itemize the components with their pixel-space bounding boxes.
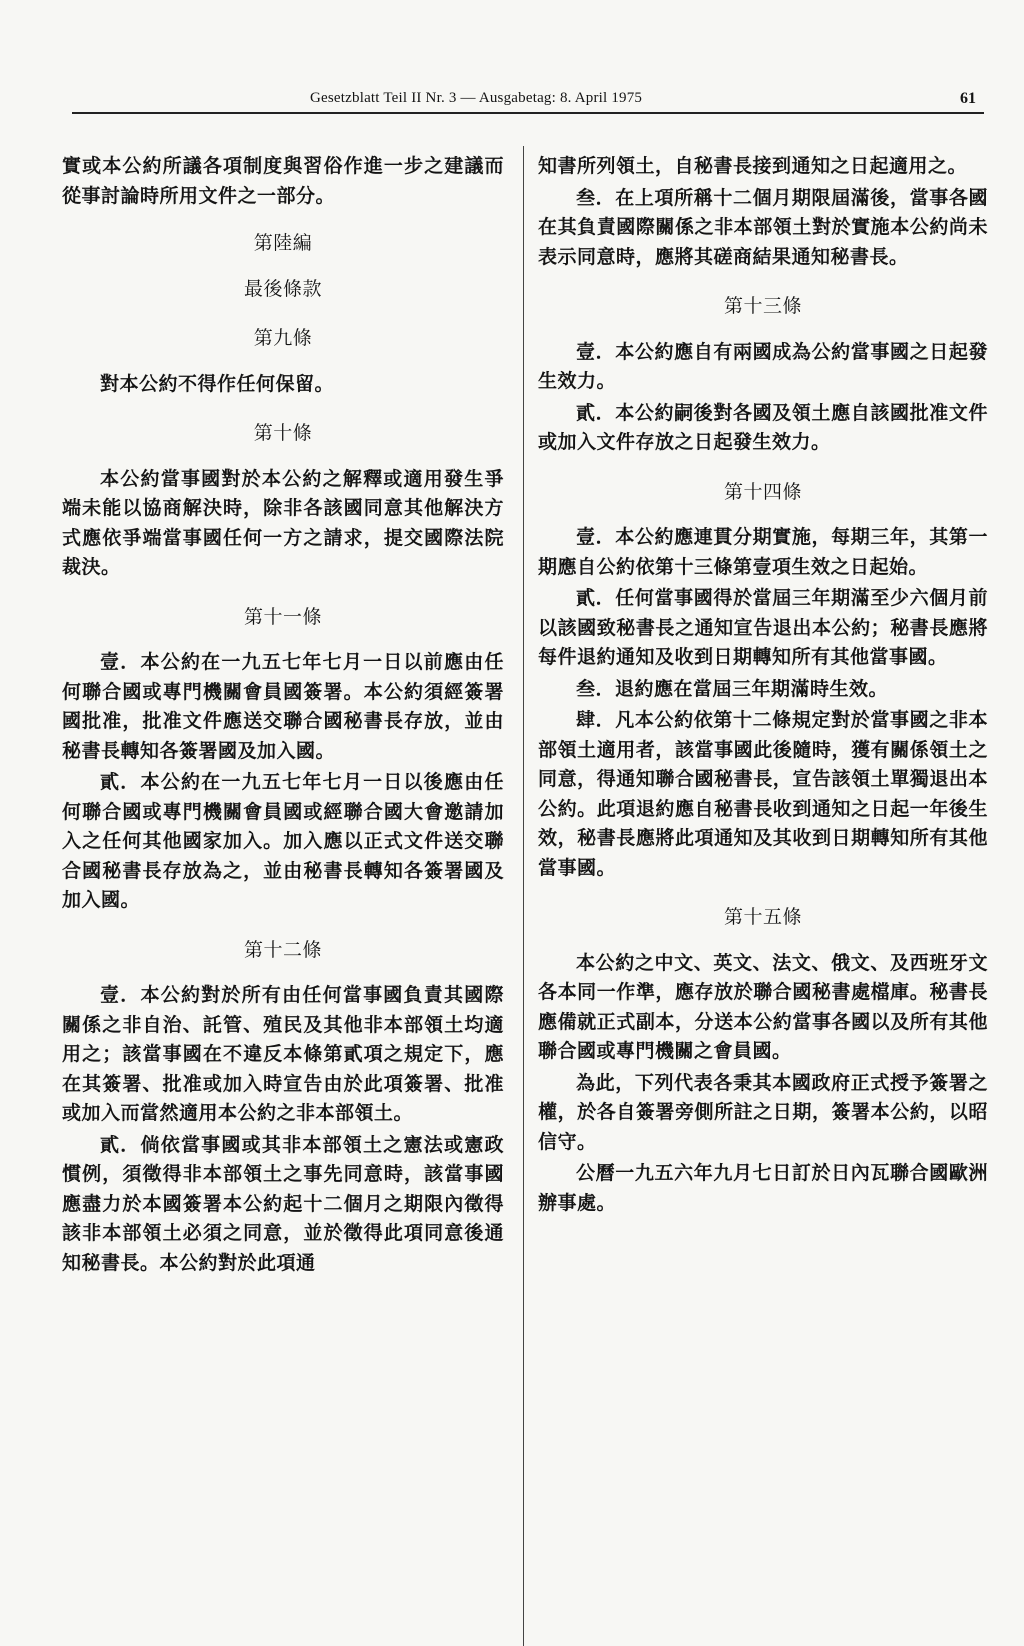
paragraph: 知書所列領土，自秘書長接到通知之日起適用之。 bbox=[538, 155, 968, 177]
page-number: 61 bbox=[960, 90, 976, 107]
article-heading: 第十一條 bbox=[243, 605, 322, 628]
paragraph: 壹．本公約應自有兩國成為公約當事國之日起發生效力。 bbox=[538, 340, 988, 392]
paragraph: 貳．任何當事國得於當屆三年期滿至少六個月前以該國致秘書長之通知宣告退出本公約；秘書長應將每件退約通知及收到日期轉知所有其他當事國。 bbox=[538, 587, 988, 668]
article-heading: 第十二條 bbox=[243, 938, 322, 961]
right-column bbox=[538, 152, 988, 1220]
header-title: Gesetzblatt Teil II Nr. 3 — Ausgabetag: 8. April 1975 bbox=[310, 90, 643, 106]
left-column bbox=[62, 152, 504, 1280]
paragraph: 壹．本公約應連貫分期實施，每期三年，其第一期應自公約依第十三條第壹項生效之日起始。 bbox=[538, 526, 988, 578]
paragraph: 叁．在上項所稱十二個月期限屆滿後，當事各國在其負責國際關係之非本部領土對於實施本公約尚未表示同意時，應將其磋商結果通知秘書長。 bbox=[538, 186, 988, 268]
paragraph: 貳．本公約在一九五七年七月一日以後應由任何聯合國或專門機關會員國或經聯合國大會邀請加入之任何其他國家加入。加入應以正式文件送交聯合國秘書長存放為之，並由秘書長轉知各簽署國及加入國。 bbox=[62, 771, 504, 911]
paragraph: 對本公約不得作任何保留。 bbox=[100, 372, 335, 395]
article-heading: 第九條 bbox=[253, 327, 313, 349]
article-heading: 第十條 bbox=[253, 422, 313, 444]
part-title: 最後條款 bbox=[243, 277, 322, 300]
paragraph: 壹．本公約在一九五七年七月一日以前應由任何聯合國或專門機關會員國簽署。本公約須經簽署國批准，批准文件應送交聯合國秘書長存放，並由秘書長轉知各簽署國及加入國。 bbox=[62, 651, 504, 762]
paragraph: 貳．倘依當事國或其非本部領土之憲法或憲政慣例，須徵得非本部領土之事先同意時，該當事國應盡力於本國簽署本公約起十二個月之期限內徵得該非本部領土必須之同意，並於徵得此項同意後通知秘書長。本公約對於此項通 bbox=[62, 1133, 504, 1274]
paragraph: 本公約當事國對於本公約之解釋或適用發生爭端未能以協商解決時，除非各該國同意其他解決方式應依爭端當事國任何一方之請求，提交國際法院裁決。 bbox=[62, 467, 504, 578]
paragraph: 本公約之中文、英文、法文、俄文、及西班牙文各本同一作準，應存放於聯合國秘書處檔庫。秘書長應備就正式副本，分送本公約當事各國以及所有其他聯合國或專門機關之會員國。 bbox=[538, 951, 988, 1062]
paragraph: 叁．退約應在當屆三年期滿時生效。 bbox=[576, 677, 889, 700]
article-heading: 第十五條 bbox=[723, 906, 802, 928]
paragraph: 壹．本公約對於所有由任何當事國負責其國際關係之非自治、託管、殖民及其他非本部領土均適用之；該當事國在不違反本條第貳項之規定下，應在其簽署、批准或加入時宣告由於此項簽署、批准或加入而當然適用本公約之非本部領土。 bbox=[62, 984, 504, 1124]
article-heading: 第十四條 bbox=[723, 480, 802, 503]
paragraph: 為此，下列代表各秉其本國政府正式授予簽署之權，於各自簽署旁側所註之日期，簽署本公約，以昭信守。 bbox=[538, 1071, 988, 1153]
page-header bbox=[72, 90, 982, 112]
paragraph: 肆．凡本公約依第十二條規定對於當事國之非本部領土適用者，該當事國此後隨時，獲有關係領土之同意，得通知聯合國秘書長，宣告該領土單獨退出本公約。此項退約應自秘書長收到通知之日起一年後生效，秘書長應將此項通知及其收到日期轉知所有其他當事國。 bbox=[538, 709, 988, 879]
paragraph: 貳．本公約嗣後對各國及領土應自該國批准文件或加入文件存放之日起發生效力。 bbox=[538, 401, 988, 453]
part-heading: 第陸編 bbox=[253, 232, 313, 254]
article-heading: 第十三條 bbox=[723, 295, 802, 317]
paragraph: 實或本公約所議各項制度與習俗作進一步之建議而從事討論時所用文件之一部分。 bbox=[62, 155, 504, 207]
column-divider bbox=[523, 146, 524, 1646]
paragraph: 公曆一九五六年九月七日訂於日內瓦聯合國歐洲辦事處。 bbox=[538, 1162, 988, 1214]
header-divider bbox=[72, 112, 984, 114]
